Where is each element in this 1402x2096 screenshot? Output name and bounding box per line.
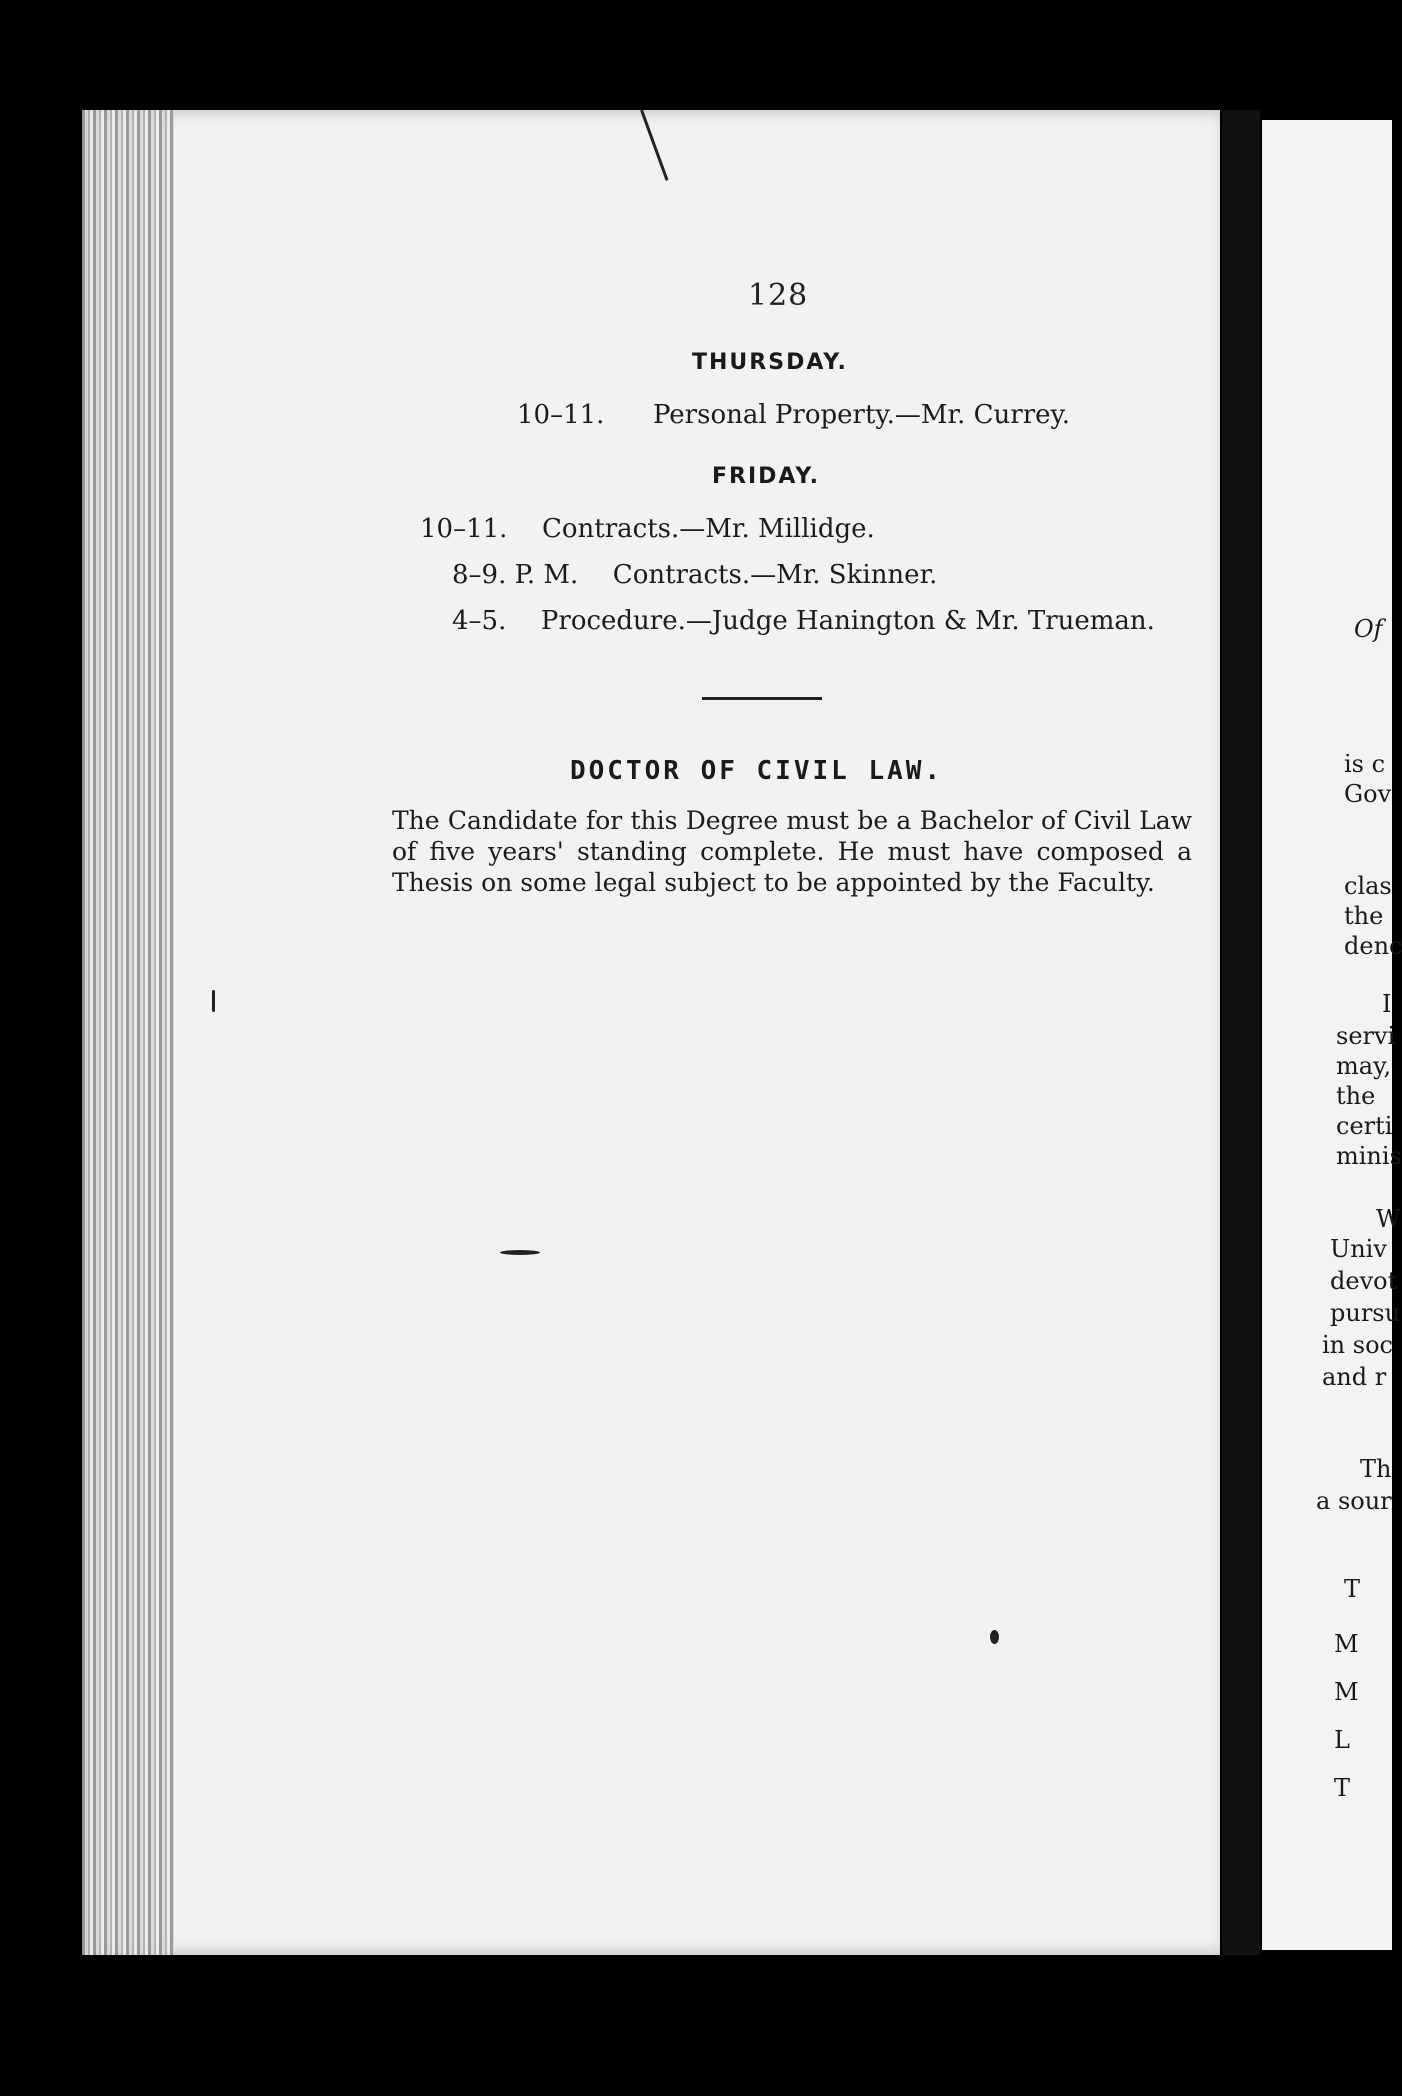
adjacent-text: M (1334, 1678, 1359, 1706)
schedule-line (452, 560, 937, 590)
schedule-time: 10–11. (420, 514, 508, 544)
page-number: 128 (748, 278, 809, 313)
adjacent-page (1262, 120, 1402, 1950)
adjacent-text: W (1376, 1205, 1401, 1233)
ink-blot (990, 1630, 999, 1644)
adjacent-text: a sour (1316, 1487, 1392, 1515)
adjacent-text: may, (1336, 1052, 1392, 1080)
adjacent-text: devot (1330, 1267, 1398, 1295)
day-heading-thursday: THURSDAY. (692, 350, 848, 375)
adjacent-text: M (1334, 1630, 1359, 1658)
adjacent-text: in soc (1322, 1331, 1393, 1359)
binding-gutter (1222, 110, 1260, 1955)
adjacent-text: certi (1336, 1112, 1393, 1140)
adjacent-text: and r (1322, 1363, 1387, 1391)
page-stack-edge (82, 110, 174, 1955)
schedule-course: Contracts.—Mr. Millidge. (541, 514, 875, 544)
adjacent-text: T (1334, 1774, 1351, 1802)
day-heading-friday: FRIDAY. (712, 464, 820, 489)
adjacent-text: the (1336, 1082, 1376, 1110)
schedule-line (420, 514, 875, 544)
adjacent-text: Of (1354, 615, 1383, 643)
schedule-line (452, 606, 1155, 636)
adjacent-text: servi (1336, 1022, 1396, 1050)
ink-mark (212, 990, 215, 1012)
adjacent-text: denc (1344, 932, 1402, 960)
adjacent-text: Th (1360, 1455, 1392, 1483)
adjacent-text: clas (1344, 872, 1392, 900)
schedule-line (517, 400, 1070, 430)
adjacent-text: Gov (1344, 780, 1392, 808)
ink-blot (500, 1250, 540, 1255)
adjacent-text: is c (1344, 750, 1386, 778)
adjacent-text: I (1382, 990, 1392, 1018)
adjacent-text: the (1344, 902, 1384, 930)
schedule-time: 8–9. P. M. (452, 560, 579, 590)
adjacent-text: Univ (1330, 1235, 1387, 1263)
schedule-time: 10–11. (517, 400, 605, 430)
degree-heading: DOCTOR OF CIVIL LAW. (570, 756, 944, 786)
schedule-time: 4–5. (452, 606, 507, 636)
adjacent-text: L (1334, 1726, 1350, 1754)
degree-paragraph: The Candidate for this Degree must be a Bachelor of Civil Law of five years' standing complete. He must have composed a Thesis on some legal subject to be appointed by the Faculty. (392, 806, 1192, 897)
adjacent-text: T (1344, 1575, 1361, 1603)
schedule-course: Procedure.—Judge Hanington & Mr. Trueman. (540, 606, 1155, 636)
schedule-course: Contracts.—Mr. Skinner. (612, 560, 938, 590)
adjacent-text: minis (1336, 1142, 1402, 1170)
document-page (82, 110, 1220, 1955)
schedule-course: Personal Property.—Mr. Currey. (652, 400, 1071, 430)
section-divider (702, 697, 822, 700)
adjacent-text: pursu (1330, 1299, 1401, 1327)
